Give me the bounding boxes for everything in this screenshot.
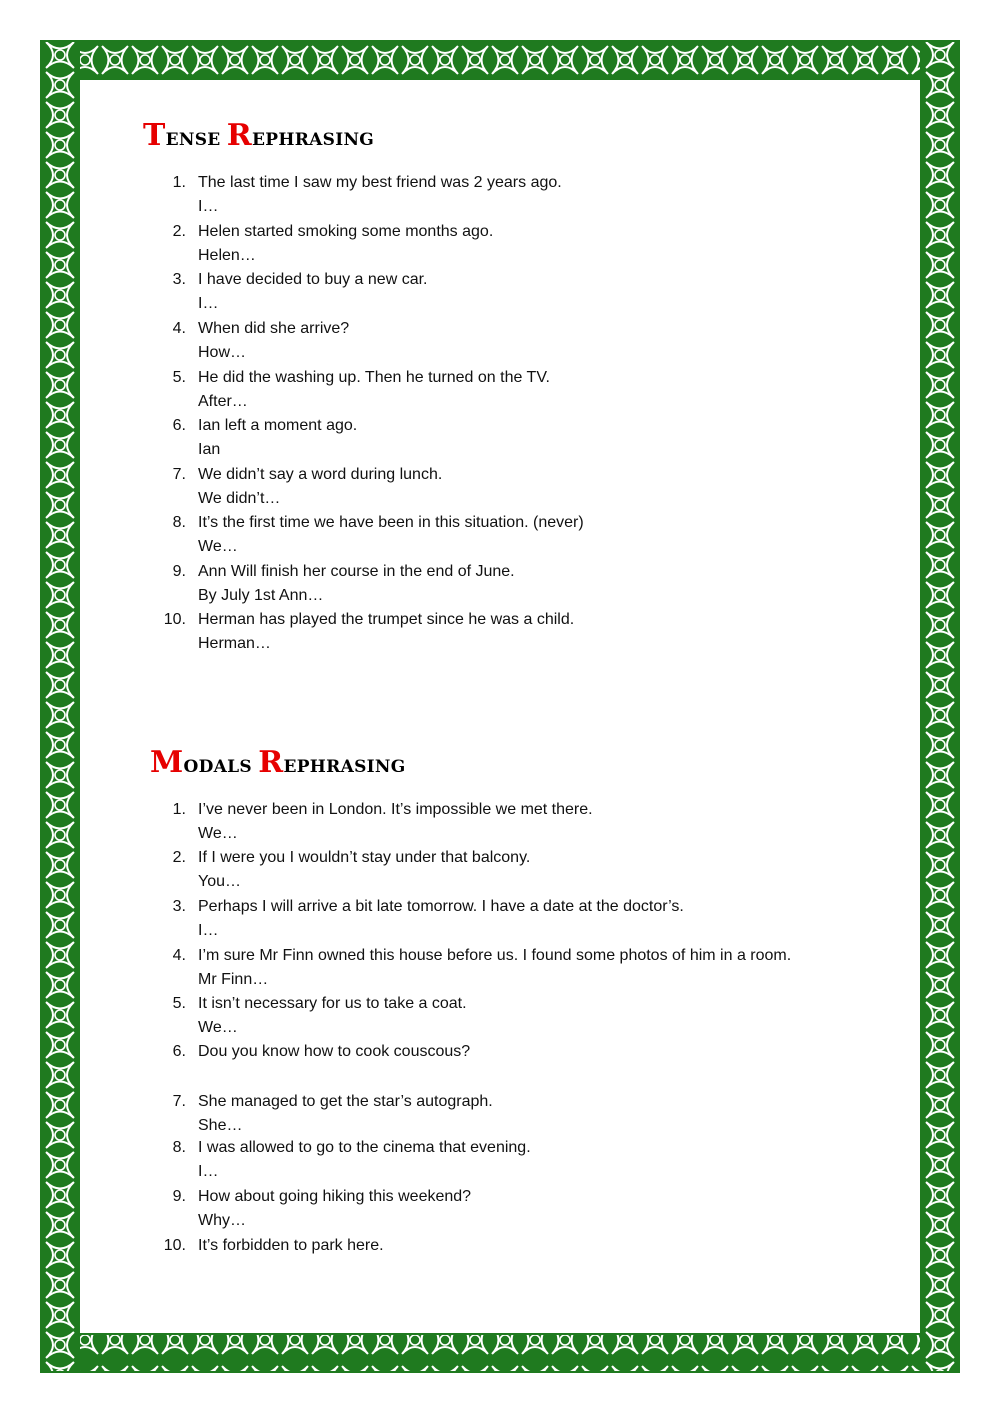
exercise-sentence: He did the washing up. Then he turned on the TV. [198, 369, 550, 386]
exercise-number: 10. [163, 1237, 186, 1254]
exercise-sentence: We didn’t say a word during lunch. [198, 466, 443, 483]
exercise-item [158, 320, 918, 368]
exercise-number: 4. [172, 320, 186, 337]
exercise-sentence: Ann Will finish her course in the end of June. [198, 563, 515, 580]
exercise-number: 6. [172, 417, 186, 434]
modals-section-title: MODALS REPHRASING [150, 745, 406, 780]
exercise-sentence: When did she arrive? [198, 320, 350, 337]
answer-prompt: You… [198, 873, 241, 890]
exercise-sentence: I’ve never been in London. It’s impossible we met there. [198, 801, 593, 818]
answer-prompt: Mr Finn… [198, 971, 269, 988]
answer-prompt: I… [198, 1163, 219, 1180]
exercise-number: 3. [172, 271, 186, 288]
answer-prompt: We… [198, 1019, 238, 1036]
exercise-sentence: It’s the first time we have been in this situation. (never) [198, 514, 584, 531]
exercise-item [158, 995, 918, 1043]
answer-prompt: By July 1st Ann… [198, 587, 324, 604]
exercise-item [158, 417, 918, 465]
exercise-number: 10. [163, 611, 186, 628]
exercise-sentence: Helen started smoking some months ago. [198, 223, 494, 240]
exercise-sentence: Perhaps I will arrive a bit late tomorrow. I have a date at the doctor’s. [198, 898, 684, 915]
exercise-number: 3. [172, 898, 186, 915]
exercise-item [158, 611, 918, 659]
exercise-item [158, 369, 918, 417]
exercise-item [158, 1043, 918, 1091]
exercise-sentence: It isn’t necessary for us to take a coat. [198, 995, 467, 1012]
exercise-sentence: I have decided to buy a new car. [198, 271, 428, 288]
exercise-sentence: Dou you know how to cook couscous? [198, 1043, 471, 1060]
exercise-number: 1. [172, 174, 186, 191]
exercise-item [158, 174, 918, 222]
exercise-sentence: How about going hiking this weekend? [198, 1188, 472, 1205]
exercise-item [158, 849, 918, 897]
answer-prompt: I… [198, 922, 219, 939]
exercise-item [158, 1139, 918, 1187]
answer-prompt: Herman… [198, 635, 271, 652]
exercise-item [158, 271, 918, 319]
exercise-item [158, 514, 918, 562]
exercise-number: 5. [172, 369, 186, 386]
exercise-item [158, 1237, 918, 1285]
answer-prompt: Helen… [198, 247, 256, 264]
exercise-number: 8. [172, 514, 186, 531]
exercise-number: 7. [172, 466, 186, 483]
answer-prompt: I… [198, 198, 219, 215]
exercise-number: 2. [172, 223, 186, 240]
exercise-number: 4. [172, 947, 186, 964]
exercise-number: 7. [172, 1093, 186, 1110]
exercise-sentence: She managed to get the star’s autograph. [198, 1093, 493, 1110]
answer-prompt: Ian [198, 441, 221, 458]
exercise-number: 2. [172, 849, 186, 866]
answer-prompt: We… [198, 825, 238, 842]
exercise-item [158, 801, 918, 849]
exercise-number: 9. [172, 563, 186, 580]
exercise-sentence: Herman has played the trumpet since he was a child. [198, 611, 575, 628]
tense-section-title: TENSE REPHRASING [143, 118, 375, 153]
answer-prompt: How… [198, 344, 247, 361]
exercise-item [158, 223, 918, 271]
exercise-item [158, 947, 918, 995]
exercise-sentence: Ian left a moment ago. [198, 417, 358, 434]
exercise-item [158, 1093, 918, 1141]
exercise-sentence: If I were you I wouldn’t stay under that balcony. [198, 849, 531, 866]
exercise-item [158, 898, 918, 946]
exercise-number: 9. [172, 1188, 186, 1205]
exercise-sentence: I was allowed to go to the cinema that evening. [198, 1139, 531, 1156]
exercise-number: 8. [172, 1139, 186, 1156]
exercise-number: 5. [172, 995, 186, 1012]
answer-prompt: Why… [198, 1212, 246, 1229]
exercise-number: 6. [172, 1043, 186, 1060]
answer-prompt: We didn’t… [198, 490, 281, 507]
answer-prompt: I… [198, 295, 219, 312]
exercise-sentence: It’s forbidden to park here. [198, 1237, 384, 1254]
answer-prompt: After… [198, 393, 248, 410]
answer-prompt: She… [198, 1117, 243, 1134]
exercise-sentence: The last time I saw my best friend was 2 years ago. [198, 174, 562, 191]
exercise-item [158, 466, 918, 514]
exercise-sentence: I’m sure Mr Finn owned this house before us. I found some photos of him in a room. [198, 947, 792, 964]
answer-prompt: We… [198, 538, 238, 555]
exercise-item [158, 1188, 918, 1236]
exercise-number: 1. [172, 801, 186, 818]
exercise-item [158, 563, 918, 611]
